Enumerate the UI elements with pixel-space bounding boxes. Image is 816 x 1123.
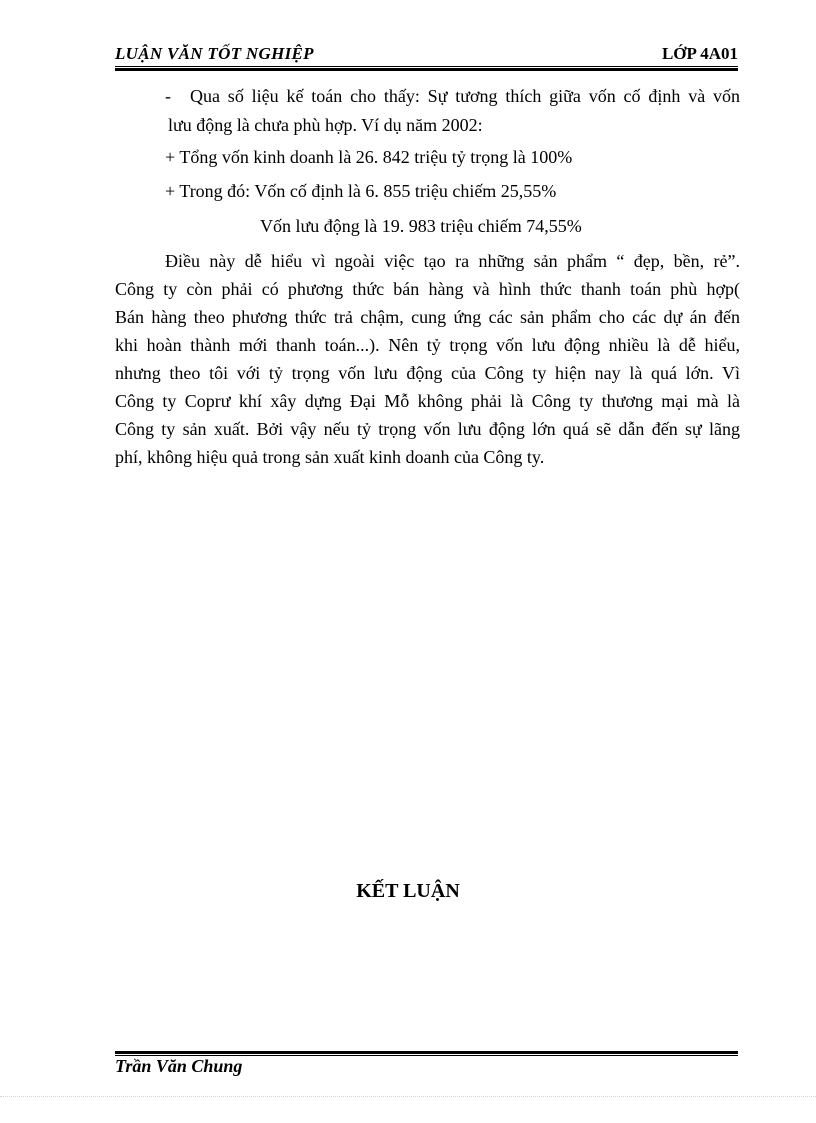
plus-line-2: + Trong đó: Vốn cố định là 6. 855 triệu chiếm 25,55% (165, 181, 557, 201)
header-class: LỚP 4A01 (661, 44, 738, 63)
bullet-line-2: lưu động là chưa phù hợp. Ví dụ năm 2002: (168, 115, 483, 135)
para-line-5: nhưng theo tôi với tỷ trọng vốn lưu động của Công ty hiện nay là quá lớn. Vì (115, 363, 740, 383)
header-rule-thin (115, 66, 738, 67)
para-line-6: Công ty Coprư khí xây dựng Đại Mỗ không phải là Công ty thương mại mà là (115, 391, 740, 411)
para-line-2: Công ty còn phải có phương thức bán hàng và hình thức thanh toán phù hợp( (115, 279, 740, 299)
section-heading: KẾT LUẬN (356, 880, 460, 902)
page-bottom-dotted-line (0, 1096, 816, 1097)
page-header (115, 44, 738, 66)
bullet-marker: - (165, 86, 171, 106)
para-line-4: khi hoàn thành mới thanh toán...). Nên tỷ trọng vốn lưu động nhiều là dễ hiểu, (115, 335, 740, 355)
bullet-line-1: Qua số liệu kế toán cho thấy: Sự tương thích giữa vốn cố định và vốn (190, 86, 740, 106)
footer-rule-thick (115, 1051, 738, 1054)
indent-line: Vốn lưu động là 19. 983 triệu chiếm 74,55% (260, 216, 582, 236)
header-rule-thick (115, 68, 738, 71)
footer-author: Trần Văn Chung (115, 1056, 243, 1076)
para-line-8: phí, không hiệu quả trong sản xuất kinh doanh của Công ty. (115, 447, 545, 467)
para-line-1: Điều này dễ hiểu vì ngoài việc tạo ra những sản phẩm “ đẹp, bền, rẻ”. (165, 251, 740, 271)
para-line-7: Công ty sản xuất. Bởi vậy nếu tỷ trọng vốn lưu động lớn quá sẽ dẫn đến sự lãng (115, 419, 740, 439)
plus-line-1: + Tổng vốn kinh doanh là 26. 842 triệu tỷ trọng là 100% (165, 147, 573, 167)
body-text (115, 82, 740, 482)
para-line-3: Bán hàng theo phương thức trả chậm, cung ứng các sản phẩm cho các dự án đến (115, 307, 740, 327)
header-title: LUẬN VĂN TỐT NGHIỆP (115, 44, 314, 63)
